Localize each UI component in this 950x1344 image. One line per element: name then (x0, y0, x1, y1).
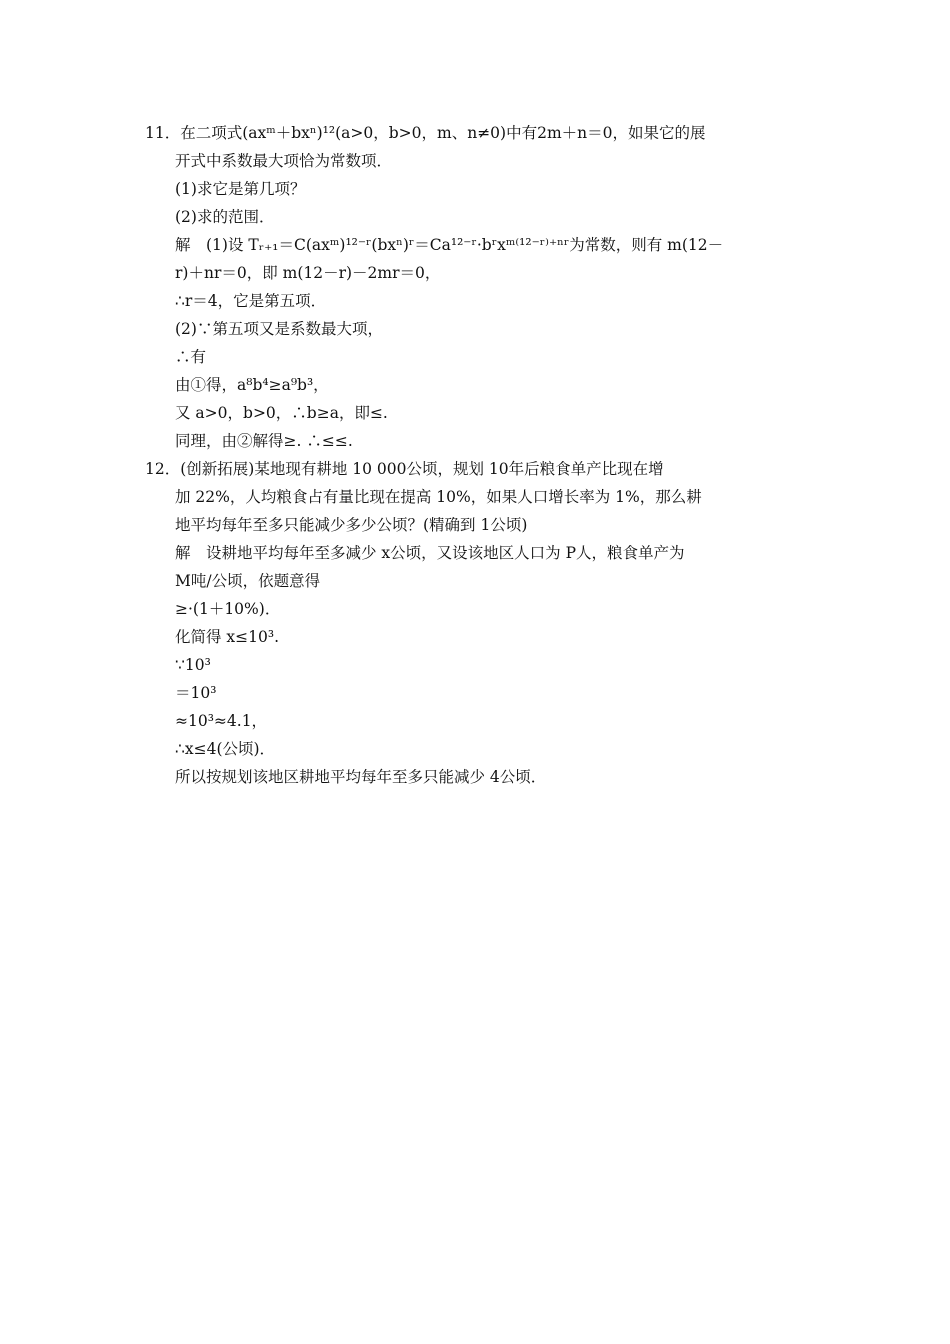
problem-11-solution-line-8: 同理，由②解得≥. ∴≤≤. (175, 432, 353, 450)
problem-11-solution-line-7: 又 a>0，b>0，∴b≥a，即≤. (175, 404, 388, 422)
problem-11-question-2: (2)求的范围． (175, 208, 275, 226)
problem-12-solution-line-3: ≥·(1＋10%)． (175, 600, 281, 618)
problem-11-statement-line-2: 开式中系数最大项恰为常数项． (175, 152, 393, 170)
problem-12-statement-line-2: 加 22%，人均粮食占有量比现在提高 10%，如果人口增长率为 1%，那么耕 (175, 488, 702, 506)
problem-11-question-1: (1)求它是第几项？ (175, 180, 306, 198)
problem-12-solution-line-5: ∵10³ (175, 656, 211, 674)
problem-12-solution-line-7: ≈10³≈4.1， (175, 712, 268, 730)
problem-11-solution-line-3: ∴r＝4，它是第五项． (175, 292, 327, 310)
problem-12-solution-line-6: ＝10³ (175, 684, 217, 702)
problem-12-solution-line-2: M吨/公顷，依题意得 (175, 572, 321, 590)
problem-11-solution-line-5: ∴有 (175, 348, 207, 366)
problem-11-solution-line-2: r)＋nr＝0，即 m(12－r)－2mr＝0， (175, 264, 441, 282)
problem-11-statement-line-1: 11．在二项式(axᵐ＋bxⁿ)¹²(a>0，b>0，m、n≠0)中有2m＋n＝0，如果它的展 (145, 124, 706, 142)
problem-12-statement-line-1: 12．(创新拓展)某地现有耕地 10 000公顷，规划 10年后粮食单产比现在增 (145, 460, 664, 478)
problem-12-solution-line-1: 解 设耕地平均每年至多减少 x公顷，又设该地区人口为 P人，粮食单产为 (175, 544, 685, 562)
problem-11-solution-line-1: 解 (1)设 Tᵣ₊₁＝C(axᵐ)¹²⁻ʳ(bxⁿ)ʳ＝Ca¹²⁻ʳ·bʳxᵐ⁽¹²⁻ʳ⁾⁺ⁿʳ为常数，则有 m(12－ (175, 236, 724, 254)
problem-12-statement-line-3: 地平均每年至多只能减少多少公顷？(精确到 1公顷) (175, 516, 528, 534)
problem-12-solution-line-8: ∴x≤4(公顷)． (175, 740, 276, 758)
problem-11-solution-line-4: (2)∵第五项又是系数最大项， (175, 320, 383, 338)
problem-12-solution-line-9: 所以按规划该地区耕地平均每年至多只能减少 4公顷． (175, 768, 547, 786)
problem-12-solution-line-4: 化简得 x≤10³. (175, 628, 280, 646)
problem-11-solution-line-6: 由①得，a⁸b⁴≥a⁹b³， (175, 376, 329, 394)
